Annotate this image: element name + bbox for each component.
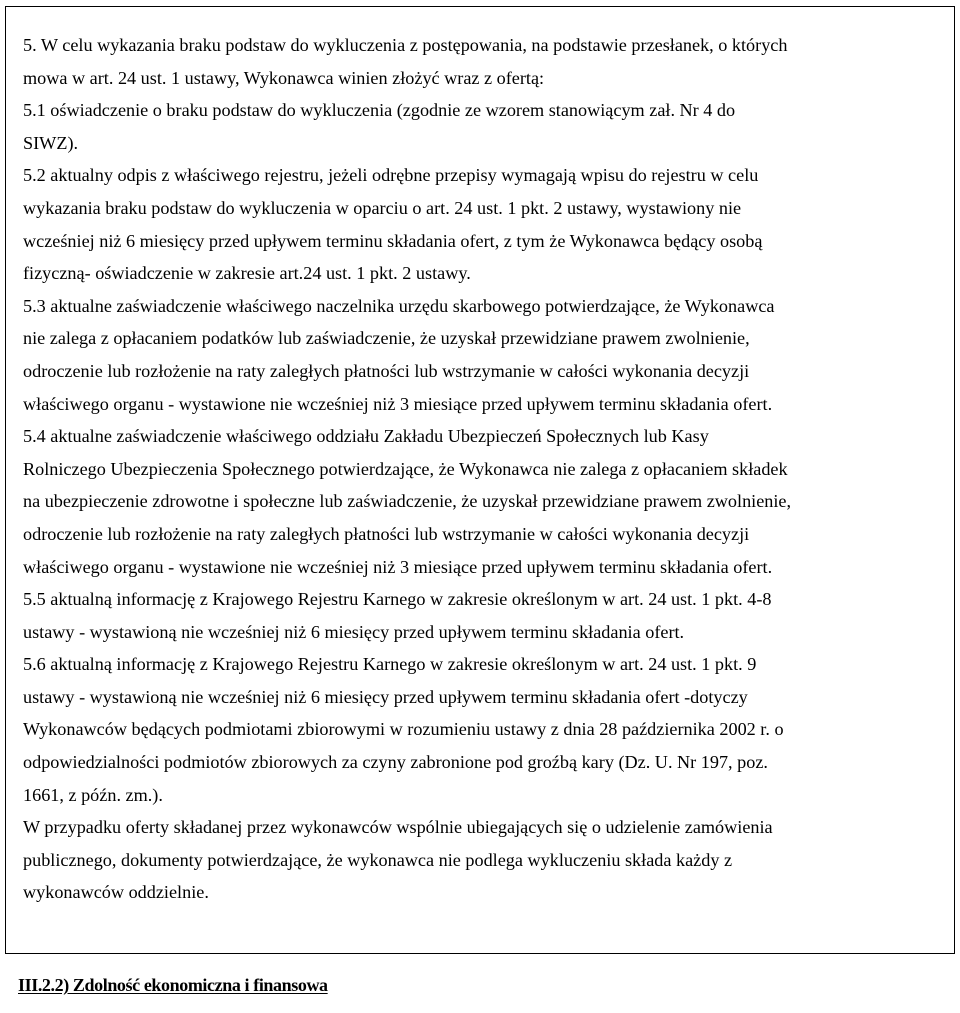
text-line: odroczenie lub rozłożenie na raty zaległych płatności lub wstrzymanie w całości wykonania decyzji: [23, 360, 750, 381]
text-line: 5.1 oświadczenie o braku podstaw do wykluczenia (zgodnie ze wzorem stanowiącym zał. Nr 4 do: [23, 100, 736, 121]
text-line: 5.6 aktualną informację z Krajowego Rejestru Karnego w zakresie określonym w art. 24 ust. 1 pkt. 9: [23, 654, 757, 675]
text-line: wykonawców oddzielnie.: [23, 882, 209, 903]
text-line: Wykonawców będących podmiotami zbiorowymi w rozumieniu ustawy z dnia 28 października 2002 r. o: [23, 719, 784, 740]
text-line: 5. W celu wykazania braku podstaw do wykluczenia z postępowania, na podstawie przesłanek, o których: [23, 35, 788, 55]
text-line: ustawy - wystawioną nie wcześniej niż 6 miesięcy przed upływem terminu składania ofert -dotyczy: [23, 686, 748, 707]
text-line: ustawy - wystawioną nie wcześniej niż 6 miesięcy przed upływem terminu składania ofert.: [23, 621, 685, 642]
section-heading: III.2.2) Zdolność ekonomiczna i finansowa: [18, 975, 328, 995]
text-line: odroczenie lub rozłożenie na raty zaległych płatności lub wstrzymanie w całości wykonania decyzji: [23, 523, 750, 544]
text-line: 5.2 aktualny odpis z właściwego rejestru, jeżeli odrębne przepisy wymagają wpisu do rejestru w celu: [23, 165, 759, 186]
document-body: [23, 29, 953, 909]
text-line: publicznego, dokumenty potwierdzające, że wykonawca nie podlega wykluczeniu składa każdy z: [23, 849, 733, 870]
text-line: Rolniczego Ubezpieczenia Społecznego potwierdzające, że Wykonawca nie zalega z opłacaniem składek: [23, 458, 788, 479]
text-line: SIWZ).: [23, 132, 79, 153]
text-line: W przypadku oferty składanej przez wykonawców wspólnie ubiegających się o udzielenie zamówienia: [23, 817, 773, 838]
text-line: wcześniej niż 6 miesięcy przed upływem terminu składania ofert, z tym że Wykonawca będący osobą: [23, 230, 763, 251]
text-line: 5.4 aktualne zaświadczenie właściwego oddziału Zakładu Ubezpieczeń Społecznych lub Kasy: [23, 426, 709, 447]
text-line: odpowiedzialności podmiotów zbiorowych za czyny zabronione pod groźbą kary (Dz. U. Nr 197, poz.: [23, 752, 768, 773]
text-line: na ubezpieczenie zdrowotne i społeczne lub zaświadczenie, że uzyskał przewidziane prawem zwolnienie,: [23, 491, 792, 512]
text-line: 5.3 aktualne zaświadczenie właściwego naczelnika urzędu skarbowego potwierdzające, że Wykonawca: [23, 295, 775, 316]
text-line: nie zalega z opłacaniem podatków lub zaświadczenie, że uzyskał przewidziane prawem zwolnienie,: [23, 328, 750, 349]
text-line: właściwego organu - wystawione nie wcześniej niż 3 miesiące przed upływem terminu składania ofert.: [23, 393, 773, 414]
text-line: 1661, z późn. zm.).: [23, 784, 163, 805]
text-line: właściwego organu - wystawione nie wcześniej niż 3 miesiące przed upływem terminu składania ofert.: [23, 556, 773, 577]
text-line: fizyczną- oświadczenie w zakresie art.24 ust. 1 pkt. 2 ustawy.: [23, 263, 471, 284]
text-line: 5.5 aktualną informację z Krajowego Rejestru Karnego w zakresie określonym w art. 24 ust. 1 pkt. 4-8: [23, 589, 772, 610]
text-line: wykazania braku podstaw do wykluczenia w oparciu o art. 24 ust. 1 pkt. 2 ustawy, wystawiony nie: [23, 197, 742, 218]
document-frame: [5, 6, 955, 954]
text-line: mowa w art. 24 ust. 1 ustawy, Wykonawca winien złożyć wraz z ofertą:: [23, 67, 545, 88]
